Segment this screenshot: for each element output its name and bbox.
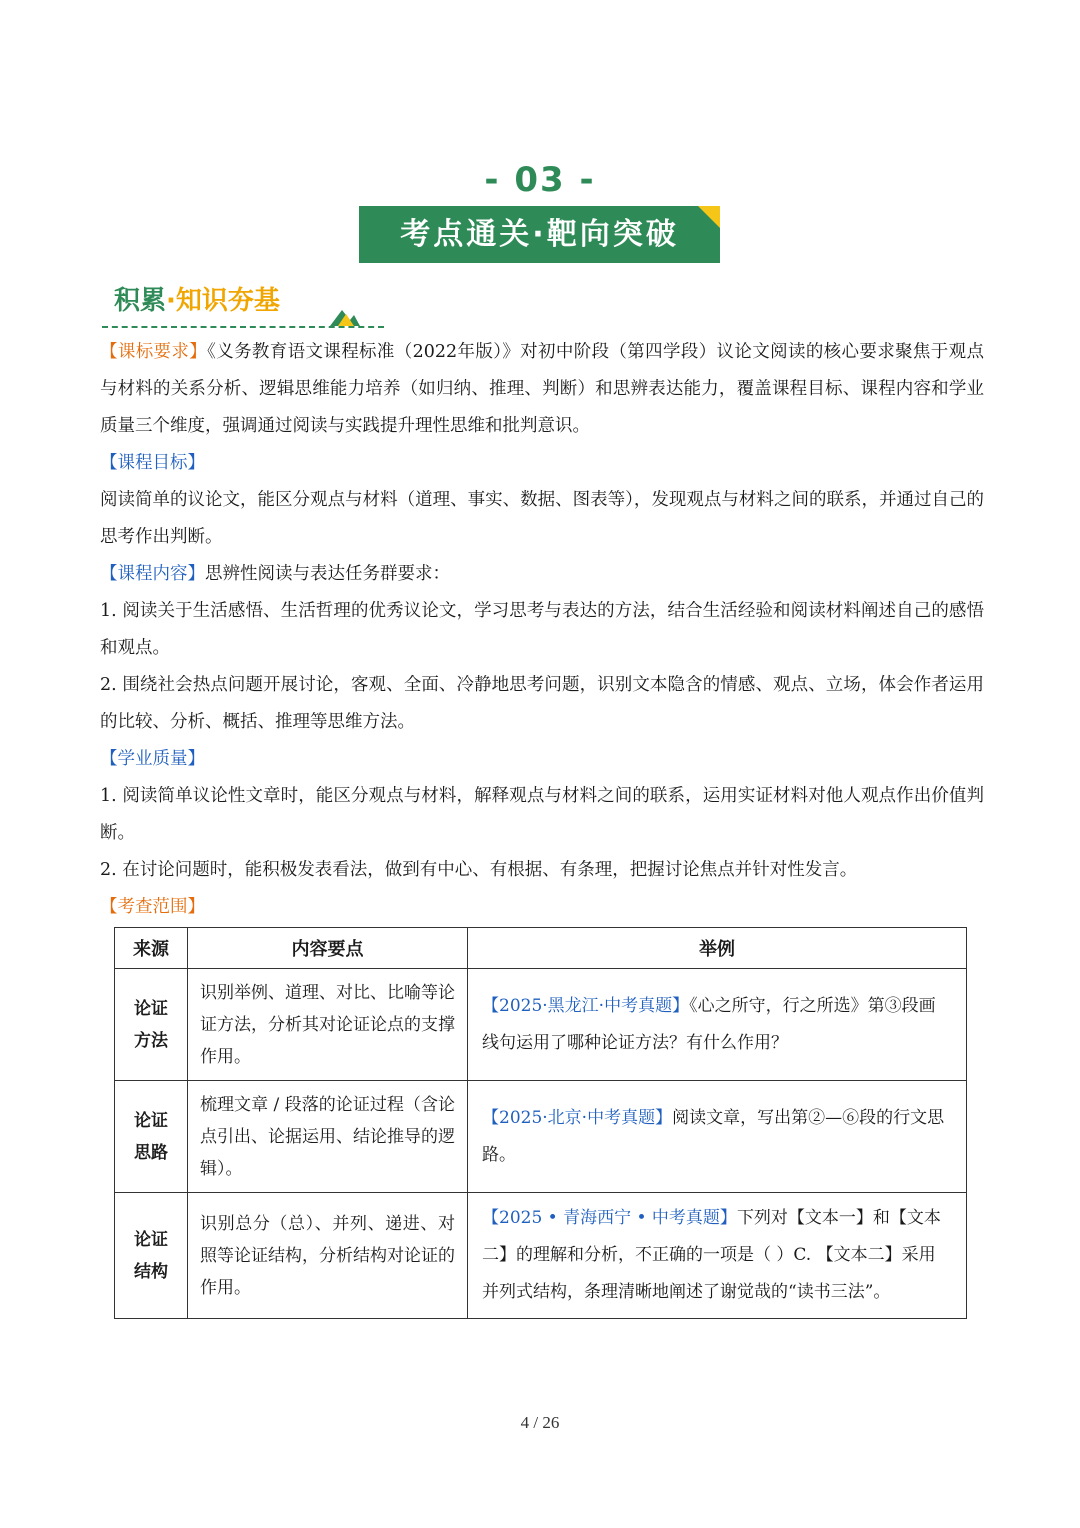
header-example: 举例	[468, 928, 967, 969]
header-source: 来源	[115, 928, 188, 969]
course-content-item: 2. 围绕社会热点问题开展讨论，客观、全面、冷静地思考问题，识别文本隐含的情感、观点、立场，体会作者运用的比较、分析、概括、推理等思维方法。	[100, 675, 984, 732]
mountain-icon	[330, 306, 360, 326]
tag-academic-quality: 【学业质量】	[100, 749, 205, 769]
row-content: 梳理文章 / 段落的论证过程（含论点引出、论据运用、结论推导的逻辑）。	[188, 1081, 468, 1193]
row-example: 【2025 • 青海西宁 • 中考真题】下列对【文本一】和【文本二】的理解和分析，不正确的一项是（ ）C. 【文本二】采用并列式结构，条理清晰地阐述了谢觉哉的“读书三法”。	[468, 1193, 967, 1319]
table-header-row	[115, 928, 967, 969]
page-number: 4 / 26	[520, 1413, 560, 1432]
example-source: 【2025 • 青海西宁 • 中考真题】	[482, 1208, 737, 1228]
tag-course-goals: 【课程目标】	[100, 453, 205, 473]
tag-course-content: 【课程内容】	[100, 564, 205, 584]
subsection-title: 积累·知识夯基	[114, 286, 280, 316]
header-content: 内容要点	[188, 928, 468, 969]
table-row	[115, 969, 967, 1081]
academic-quality-item: 1. 阅读简单议论性文章时，能区分观点与材料，解释观点与材料之间的联系，运用实证材料对他人观点作出价值判断。	[100, 786, 984, 843]
example-source: 【2025·北京·中考真题】	[482, 1107, 673, 1128]
row-source: 论证 思路	[115, 1081, 188, 1193]
body-content	[100, 334, 984, 926]
paragraph-course-goals: 阅读简单的议论文，能区分观点与材料（道理、事实、数据、图表等），发现观点与材料之间的联系，并通过自己的思考作出判断。	[100, 490, 984, 547]
banner-corner-decoration	[698, 206, 720, 228]
tag-exam-scope: 【考查范围】	[100, 897, 205, 917]
row-example: 【2025·北京·中考真题】阅读文章，写出第②—⑥段的行文思路。	[468, 1081, 967, 1193]
section-banner: 考点通关·靶向突破	[359, 206, 720, 263]
section-number: - 03 -	[484, 160, 596, 200]
row-content: 识别总分（总）、并列、递进、对照等论证结构，分析结构对论证的作用。	[188, 1193, 468, 1319]
academic-quality-item: 2. 在讨论问题时，能积极发表看法，做到有中心、有根据、有条理，把握讨论焦点并针对性发言。	[100, 860, 858, 880]
row-example: 【2025·黑龙江·中考真题】《心之所守，行之所选》第③段画线句运用了哪种论证方法？有什么作用？	[468, 969, 967, 1081]
subsection-underline	[102, 326, 384, 328]
paragraph-curriculum-requirements: 【课标要求】《义务教育语文课程标准（2022年版）》对初中阶段（第四学段）议论文阅读的核心要求聚焦于观点与材料的关系分析、逻辑思维能力培养（如归纳、推理、判断）和思辨表达能力，覆盖课程目标、课程内容和学业质量三个维度，强调通过阅读与实践提升理性思维和批判意识。	[100, 342, 984, 436]
example-source: 【2025·黑龙江·中考真题】	[482, 995, 690, 1016]
row-source: 论证 结构	[115, 1193, 188, 1319]
table-row	[115, 1081, 967, 1193]
table-row	[115, 1193, 967, 1319]
row-content: 识别举例、道理、对比、比喻等论证方法，分析其对论证论点的支撑作用。	[188, 969, 468, 1081]
course-content-item: 1. 阅读关于生活感悟、生活哲理的优秀议论文，学习思考与表达的方法，结合生活经验和阅读材料阐述自己的感悟和观点。	[100, 601, 984, 658]
tag-curriculum-requirements: 【课标要求】	[100, 342, 208, 362]
paragraph-course-content: 【课程内容】思辨性阅读与表达任务群要求：	[100, 564, 450, 584]
exam-scope-table	[114, 927, 967, 1319]
row-source: 论证 方法	[115, 969, 188, 1081]
